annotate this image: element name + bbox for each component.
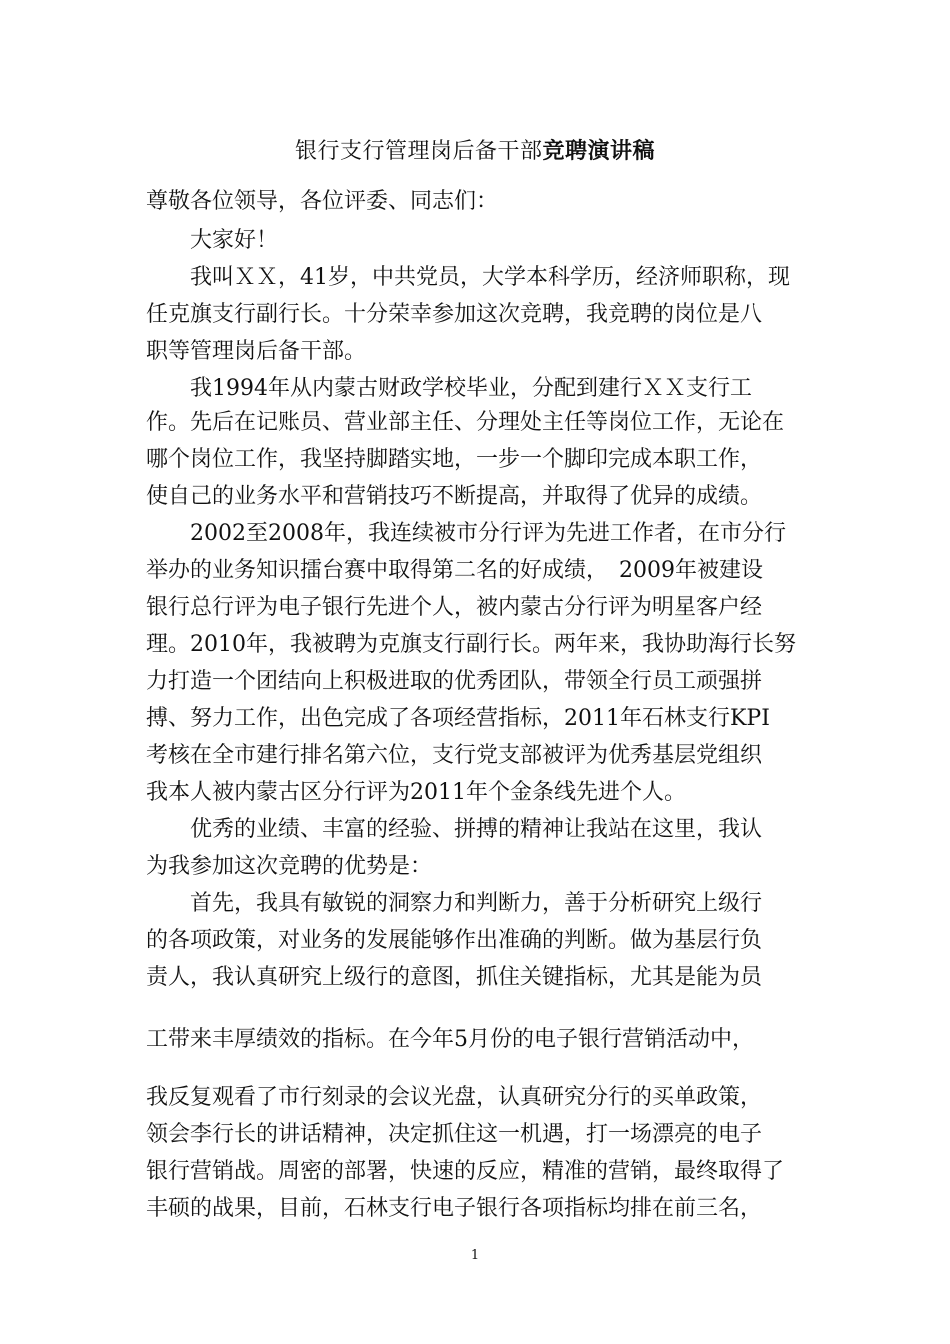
body-line: 考核在全市建行排名第六位，支行党支部被评为优秀基层党组织 (146, 743, 763, 768)
body-line: 搏、努力工作，出色完成了各项经营指标，2011年石林支行KPI (146, 706, 770, 731)
body-line: 优秀的业绩、丰富的经验、拼搏的精神让我站在这里，我认 (146, 817, 763, 842)
body-line: 责人，我认真研究上级行的意图，抓住关键指标，尤其是能为员 (146, 965, 763, 990)
body-line: 的各项政策，对业务的发展能够作出准确的判断。做为基层行负 (146, 928, 763, 953)
body-line: 任克旗支行副行长。十分荣幸参加这次竞聘，我竞聘的岗位是八 (146, 302, 763, 327)
body-line: 作。先后在记账员、营业部主任、分理处主任等岗位工作，无论在 (146, 410, 785, 435)
body-line: 2002至2008年，我连续被市分行评为先进工作者，在市分行 (146, 521, 786, 546)
body-line: 我1994年从内蒙古财政学校毕业，分配到建行ＸＸ支行工 (146, 376, 752, 401)
body-line: 力打造一个团结向上积极进取的优秀团队，带领全行员工顽强拼 (146, 669, 763, 694)
body-line: 职等管理岗后备干部。 (146, 339, 367, 364)
greeting: 大家好！ (146, 228, 279, 253)
document-title (0, 134, 950, 169)
body-line: 银行总行评为电子银行先进个人，被内蒙古分行评为明星客户经 (146, 595, 763, 620)
body-line: 我本人被内蒙古区分行评为2011年个金条线先进个人。 (146, 780, 686, 805)
body-line: 丰硕的战果，目前，石林支行电子银行各项指标均排在前三名， (146, 1196, 763, 1221)
body-line: 理。2010年，我被聘为克旗支行副行长。两年来，我协助海行长努 (146, 632, 796, 657)
body-line: 举办的业务知识擂台赛中取得第二名的好成绩， 2009年被建设 (146, 558, 763, 583)
title-bold: 竞聘演讲稿 (542, 138, 656, 164)
body-line: 我反复观看了市行刻录的会议光盘，认真研究分行的买单政策， (146, 1085, 763, 1110)
body-line: 哪个岗位工作，我坚持脚踏实地，一步一个脚印完成本职工作， (146, 447, 763, 472)
page-number: 1 (470, 1248, 480, 1263)
body-line: 我叫ＸＸ，41岁，中共党员，大学本科学历，经济师职称，现 (146, 265, 790, 290)
salutation: 尊敬各位领导，各位评委、同志们： (146, 189, 499, 214)
body-line: 使自己的业务水平和营销技巧不断提高，并取得了优异的成绩。 (146, 484, 763, 509)
body-line: 银行营销战。周密的部署，快速的反应，精准的营销，最终取得了 (146, 1159, 785, 1184)
body-line: 领会李行长的讲话精神，决定抓住这一机遇，打一场漂亮的电子 (146, 1122, 763, 1147)
body-line: 为我参加这次竞聘的优势是： (146, 854, 433, 879)
title-normal: 银行支行管理岗后备干部 (294, 139, 543, 164)
body-line: 首先，我具有敏锐的洞察力和判断力，善于分析研究上级行 (146, 891, 763, 916)
body-line: 工带来丰厚绩效的指标。在今年5月份的电子银行营销活动中， (146, 1027, 754, 1052)
